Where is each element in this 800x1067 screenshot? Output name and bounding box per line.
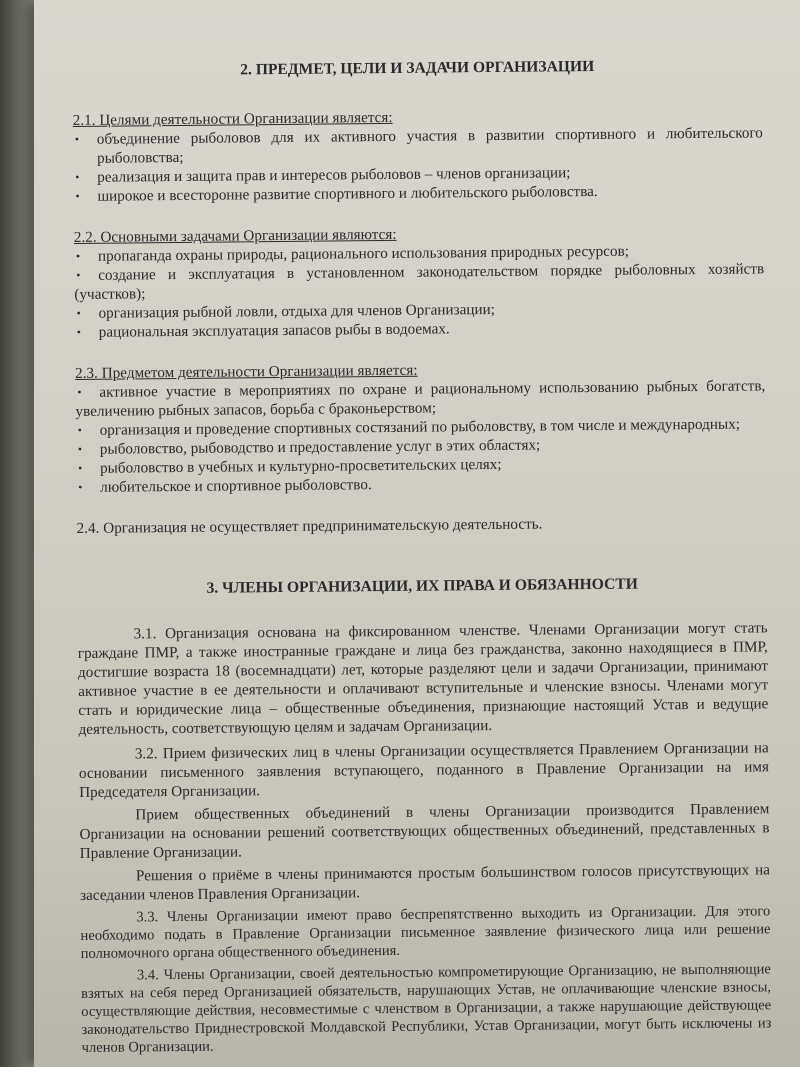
paragraph-3-1: 3.1. Организация основана на фиксированном членстве. Членами Организации могут стать граждане ПМР, а также иностранные граждане и лица без гражданства, законно находящиеся в ПМР, достигшие возраста 18 (восемнадцати) лет, которые разделяют цели и задачи Организации, принимают активное участие в ее деятельности и оплачивают вступительные и членские взносы. Членами могут стать и юридические лица – общественные объединения, признающие настоящий Устав и ведущие деятельность, соответствующую целям и задачам Организации. <box>77 619 769 738</box>
paragraph-3-2-c: Решения о приёме в члены принимаются простым большинством голосов присутствующих на заседании членов Правления Организации. <box>80 861 771 904</box>
list-item: • рациональная эксплуатация запасов рыбы в водоемах. <box>75 316 765 342</box>
section-3-title: 3. ЧЛЕНЫ ОРГАНИЗАЦИИ, ИХ ПРАВА И ОБЯЗАННОСТИ <box>206 575 638 597</box>
section-2-3-list <box>75 376 766 497</box>
list-item: • пропаганда охраны природы, рационального использования природных ресурсов; <box>74 240 764 266</box>
section-2-3-heading: 2.3. Предметом деятельности Организации является: <box>75 361 418 382</box>
list-item: • любительское и спортивное рыболовство. <box>76 471 766 497</box>
list-item: • создание и эксплуатация в установленном законодательством порядке рыболовных хозяйств (участков); <box>74 259 764 304</box>
section-2-2-heading: 2.2. Основными задачами Организации являются: <box>73 225 397 246</box>
paragraph-3-4: 3.4. Члены Организации, своей деятельностью компрометирующие Организацию, не выполняющие взятых на себя перед Организацией обязательств, нарушающих Устав, не оплачивающие членские взносы, осуществляющие действия, несовместимые с членством в Организации, а также нарушающие действующее законодательство Приднестровской Молдавской Республики, Устав Организации, могут быть исключены из членов Организации. <box>81 961 772 1056</box>
document-page <box>34 0 800 1067</box>
document-content <box>72 41 772 1061</box>
list-item: • объединение рыболовов для их активного участия в развитии спортивного и любительского рыболовства; <box>73 123 763 168</box>
list-item: • рыболовство, рыбоводство и предоставление услуг в этих областях; <box>76 433 766 459</box>
list-item: • широкое и всесторонне развитие спортивного и любительского рыболовства. <box>73 180 763 206</box>
section-2-1 <box>73 104 764 206</box>
section-2-1-list <box>73 123 764 206</box>
list-item: • активное участие в мероприятиях по охране и рациональному использованию рыбных богатств, увеличению рыбных запасов, борьба с браконьерством; <box>75 376 765 421</box>
paragraph-3-2-b: Прием общественных объединений в члены Организации производится Правлением Организации на основании решений соответствующих общественных объединений, представленных в Правление Организации. <box>79 800 770 862</box>
list-item: • рыболовство в учебных и культурно-просветительских целях; <box>76 452 766 478</box>
list-item: • организация и проведение спортивных состязаний по рыболовству, в том числе и международных; <box>76 414 766 440</box>
section-2-title: 2. ПРЕДМЕТ, ЦЕЛИ И ЗАДАЧИ ОРГАНИЗАЦИИ <box>240 57 595 79</box>
section-2-3 <box>75 357 766 497</box>
section-2-1-heading: 2.1. Целями деятельности Организации является: <box>72 108 393 129</box>
section-2-4: 2.4. Организация не осуществляет предпринимательскую деятельность. <box>76 515 543 537</box>
book-binding <box>0 0 34 1067</box>
section-2-2-list <box>74 240 765 342</box>
section-2-2 <box>74 221 765 342</box>
paragraph-3-3: 3.3. Члены Организации имеют право беспрепятственно выходить из Организации. Для этого необходимо подать в Правление Организации письменное заявление физического лица или решение полномочного органа общественного объединения. <box>80 903 771 962</box>
paragraph-3-2: 3.2. Прием физических лиц в члены Организации осуществляется Правлением Организации на основании письменного заявления вступающего, поданного в Правление Организации на имя Председателя Организации. <box>78 739 770 801</box>
list-item: • реализация и защита прав и интересов рыболовов – членов организации; <box>73 161 763 187</box>
list-item: • организация рыбной ловли, отдыха для членов Организации; <box>74 297 764 323</box>
